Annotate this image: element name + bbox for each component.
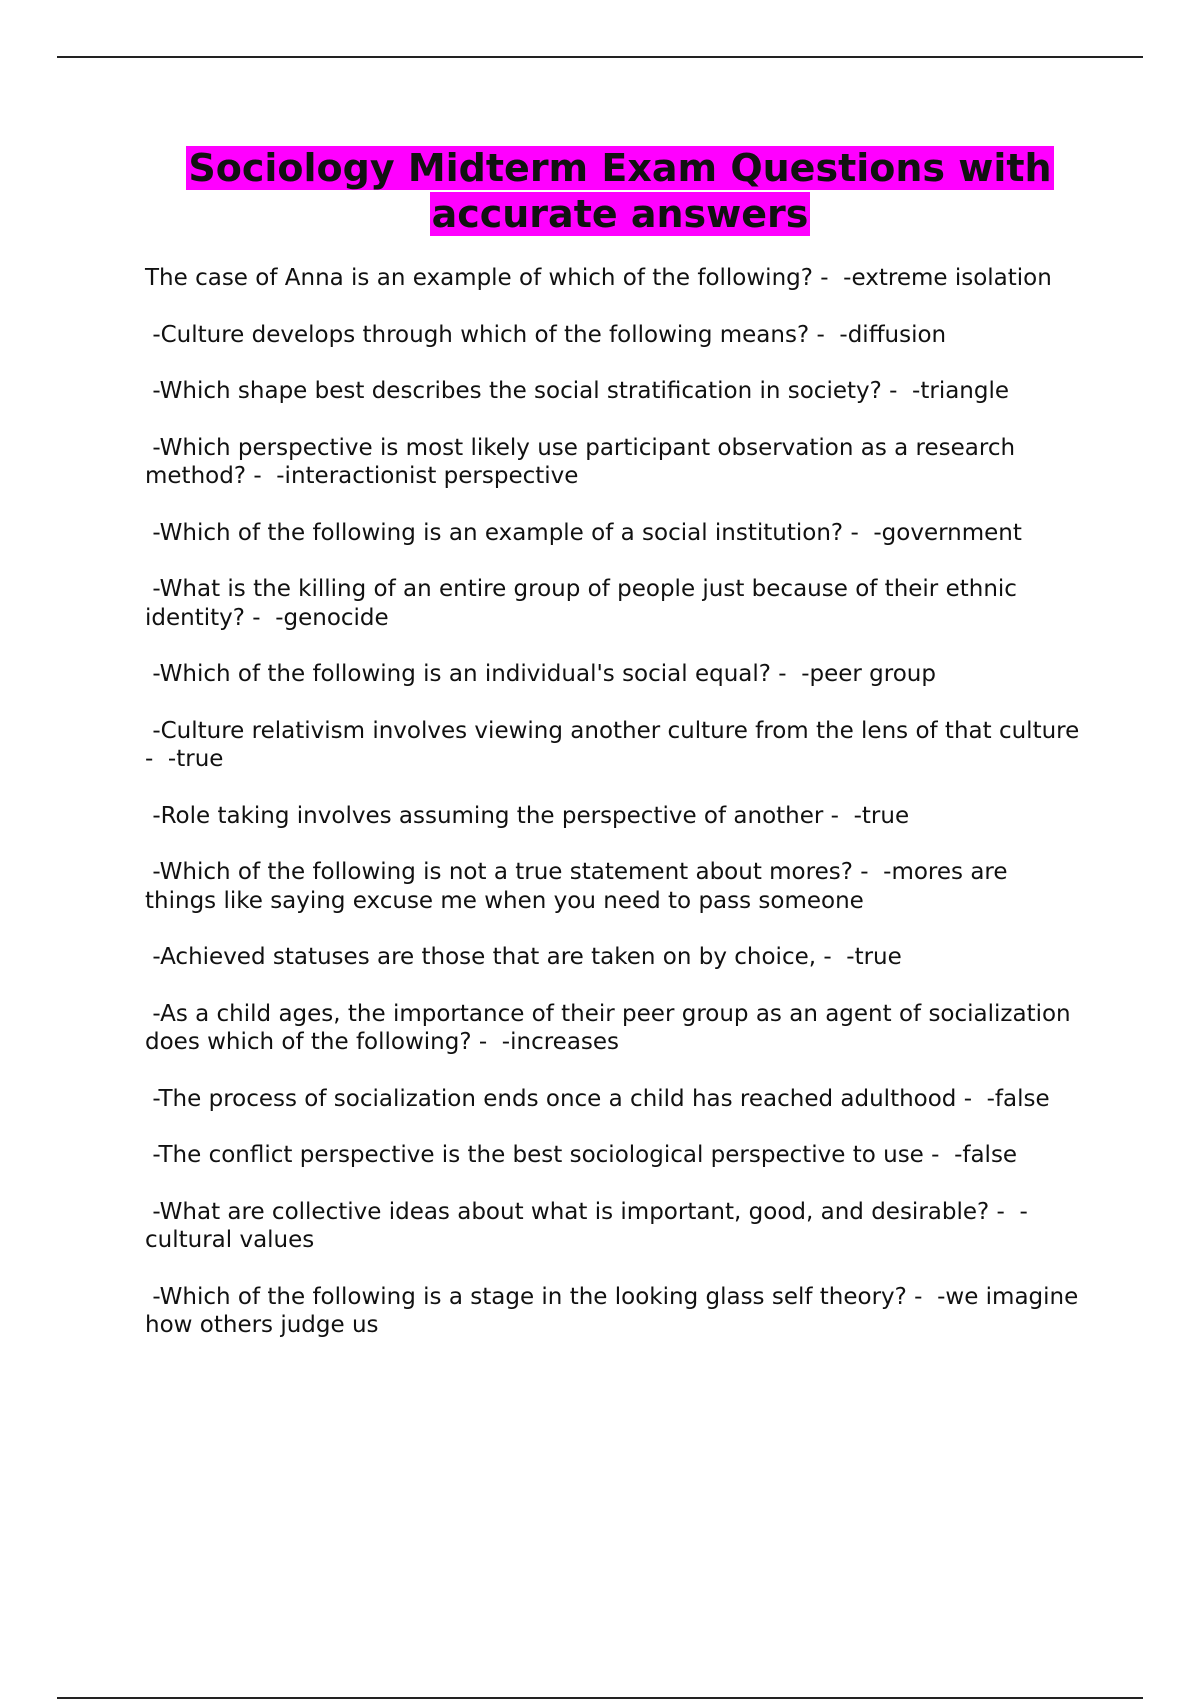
qa-item: -Culture relativism involves viewing another culture from the lens of that culture - -true bbox=[145, 717, 1087, 772]
qa-item: -Which of the following is an example of a social institution? - -government bbox=[145, 519, 1022, 546]
qa-item: -Role taking involves assuming the perspective of another - -true bbox=[145, 802, 910, 829]
top-rule bbox=[57, 56, 1143, 58]
qa-item: -Which of the following is a stage in the looking glass self theory? - -we imagine how others judge us bbox=[145, 1283, 1086, 1338]
qa-item: -Which shape best describes the social stratification in society? - -triangle bbox=[145, 378, 1010, 404]
qa-item: -What is the killing of an entire group of people just because of their ethnic identity? - -genocide bbox=[145, 576, 1025, 631]
qa-item: -Which of the following is an individual's social equal? - -peer group bbox=[145, 661, 936, 687]
qa-item: -The process of socialization ends once a child has reached adulthood - -false bbox=[145, 1085, 1050, 1112]
bottom-rule bbox=[57, 1697, 1143, 1699]
title-block bbox=[100, 145, 1140, 237]
qa-list bbox=[145, 264, 1085, 1368]
qa-item: -Achieved statuses are those that are taken on by choice, - -true bbox=[145, 944, 902, 970]
qa-item: -Which perspective is most likely use participant observation as a research method? - -interactionist perspective bbox=[145, 434, 1023, 489]
document-title: Sociology Midterm Exam Questions with accurate answers bbox=[188, 146, 1052, 236]
qa-item: -The conflict perspective is the best sociological perspective to use - -false bbox=[145, 1142, 1018, 1168]
qa-item: -Which of the following is not a true statement about mores? - -mores are things like saying excuse me when you need to pass someone bbox=[145, 859, 1015, 914]
qa-item: The case of Anna is an example of which of the following? - -extreme isolation bbox=[145, 265, 1052, 291]
qa-item: -What are collective ideas about what is important, good, and desirable? - -cultural values bbox=[145, 1198, 1028, 1253]
qa-item: -Culture develops through which of the following means? - -diffusion bbox=[145, 321, 947, 348]
qa-item: -As a child ages, the importance of their peer group as an agent of socialization does which of the following? - -increases bbox=[145, 1000, 1078, 1055]
